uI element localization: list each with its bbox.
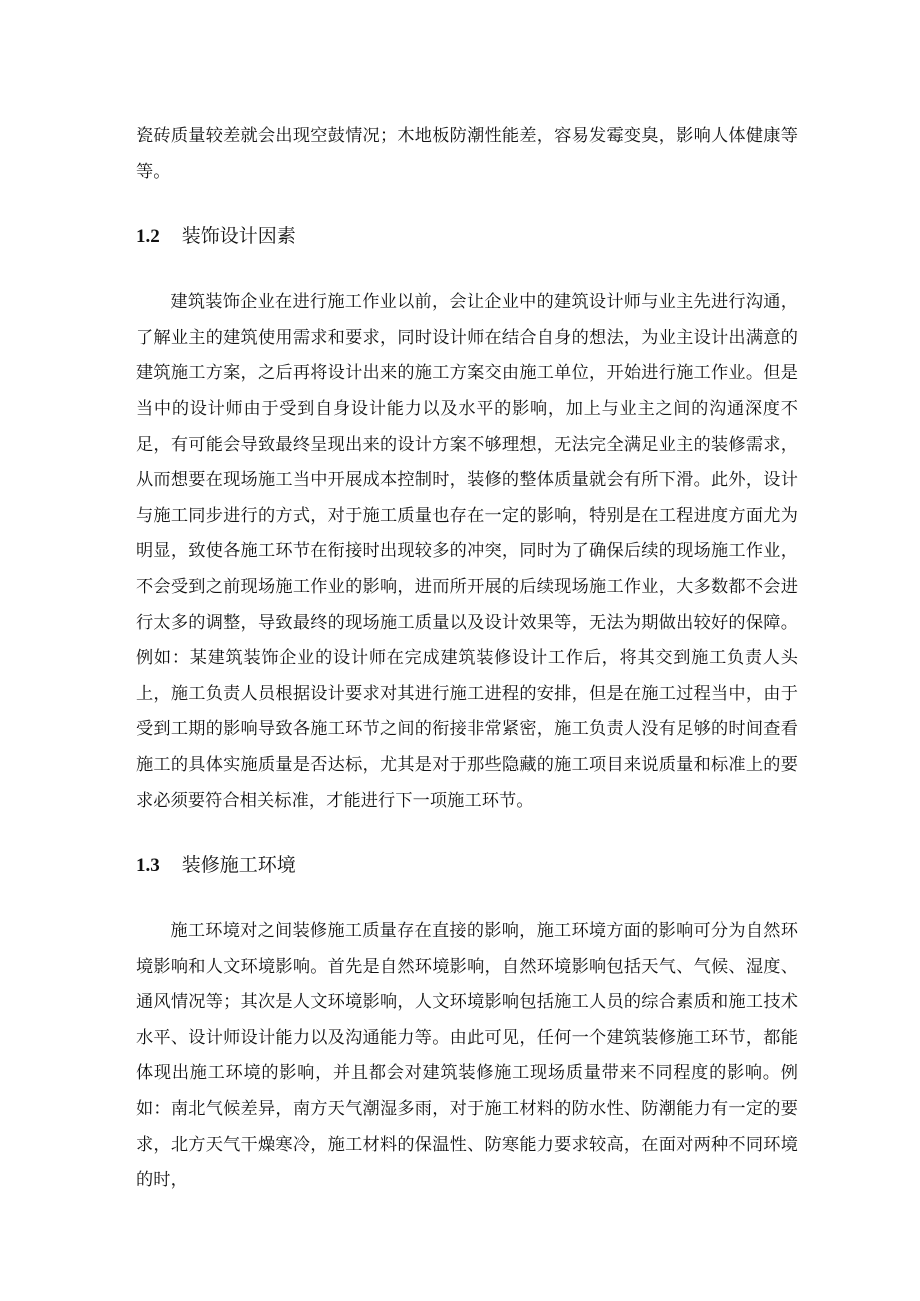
spacer (136, 190, 798, 218)
section-heading-1-3 (136, 847, 798, 884)
spacer (136, 255, 798, 285)
body-paragraph: 施工环境对之间装修施工质量存在直接的影响，施工环境方面的影响可分为自然环境影响和人文环境影响。首先是自然环境影响，自然环境影响包括天气、气候、湿度、通风情况等；其次是人文环境影响，人文环境影响包括施工人员的综合素质和施工技术水平、设计师设计能力以及沟通能力等。由此可见，任何一个建筑装修施工环节，都能体现出施工环境的影响，并且都会对建筑装修施工现场质量带来不同程度的影响。例如：南北气候差异，南方天气潮湿多雨，对于施工材料的防水性、防潮能力有一定的要求，北方天气干燥寒冷，施工材料的保温性、防寒能力要求较高，在面对两种不同环境的时， (136, 921, 798, 1191)
continuation-paragraph: 瓷砖质量较差就会出现空鼓情况；木地板防潮性能差，容易发霉变臭，影响人体健康等等。 (136, 126, 798, 182)
section-number: 1.2 (136, 226, 160, 248)
section-heading-1-2 (136, 218, 798, 255)
spacer (136, 819, 798, 847)
section-title: 装修施工环境 (181, 854, 296, 877)
section-number: 1.3 (136, 855, 160, 877)
document-body (136, 119, 798, 1199)
spacer (136, 884, 798, 914)
section-title: 装饰设计因素 (181, 225, 296, 248)
body-paragraph: 建筑装饰企业在进行施工作业以前，会让企业中的建筑设计师与业主先进行沟通，了解业主的建筑使用需求和要求，同时设计师在结合自身的想法，为业主设计出满意的建筑施工方案，之后再将设计出来的施工方案交由施工单位，开始进行施工作业。但是当中的设计师由于受到自身设计能力以及水平的影响，加上与业主之间的沟通深度不足，有可能会导致最终呈现出来的设计方案不够理想，无法完全满足业主的装修需求，从而想要在现场施工当中开展成本控制时，装修的整体质量就会有所下滑。此外，设计与施工同步进行的方式，对于施工质量也存在一定的影响，特别是在工程进度方面尤为明显，致使各施工环节在衔接时出现较多的冲突，同时为了确保后续的现场施工作业，不会受到之前现场施工作业的影响，进而所开展的后续现场施工作业，大多数都不会进行太多的调整，导致最终的现场施工质量以及设计效果等，无法为期做出较好的保障。例如：某建筑装饰企业的设计师在完成建筑装修设计工作后，将其交到施工负责人头上，施工负责人员根据设计要求对其进行施工进程的安排，但是在施工过程当中，由于受到工期的影响导致各施工环节之间的衔接非常紧密，施工负责人没有足够的时间查看施工的具体实施质量是否达标，尤其是对于那些隐藏的施工项目来说质量和标准上的要求必须要符合相关标准，才能进行下一项施工环节。 (136, 292, 798, 811)
